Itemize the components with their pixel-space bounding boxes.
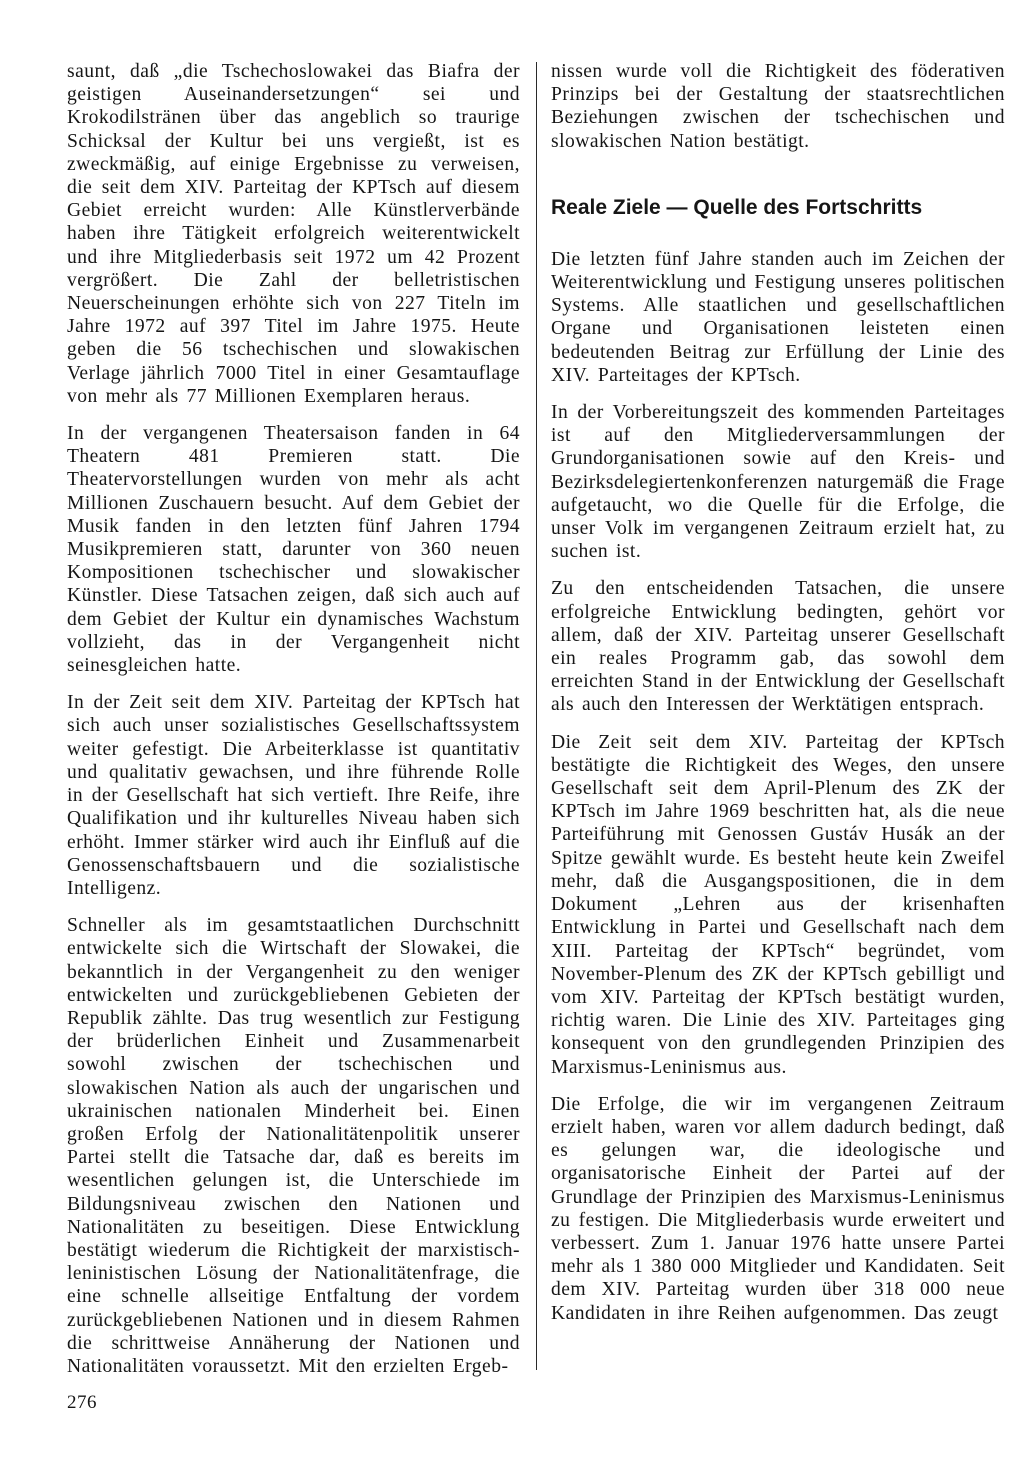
body-paragraph: Die Zeit seit dem XIV. Parteitag der KPTsch bestätigte die Richtigkeit des Weges, den unsere Gesellschaft seit dem April-Plenum des ZK der KPTsch im Jahre 1969 beschritten hat, als die neue Parteiführung mit Genossen Gustáv Husák an der Spitze gewählt wurde. Es besteht heute kein Zweifel mehr, daß die Ausgangspositionen, die in dem Dokument „Lehren aus der krisenhaften Entwicklung in Partei und Gesellschaft nach dem XIII. Parteitag der KPTsch“ begründet, vom November-Plenum des ZK der KPTsch gebilligt und vom XIV. Parteitag der KPTsch bestätigt wurden, richtig waren. Die Linie des XIV. Parteitages ging konsequent von den grundlegenden Prinzipien des Marxismus-Leninismus aus. bbox=[551, 731, 1005, 1078]
body-paragraph: Zu den entscheidenden Tatsachen, die unsere erfolgreiche Entwicklung bedingten, gehört vor allem, daß der XIV. Parteitag unserer Gesellschaft ein reales Programm gab, das sowohl dem erreichten Stand in der Entwicklung der Gesellschaft als auch den Interessen der Werktätigen entsprach. bbox=[551, 578, 1005, 716]
body-paragraph: Schneller als im gesamtstaatlichen Durchschnitt entwickelte sich die Wirtschaft der Slowakei, die bekanntlich in der Vergangenheit zu den weniger entwickelten und zurückgebliebenen Gebieten der Republik zählte. Das trug wesentlich zur Festigung der brüderlichen Einheit und Zusammenarbeit sowohl zwischen der tschechischen und slowakischen Nation als auch der ungarischen und ukrainischen nationalen Minderheit bei. Einen großen Erfolg der Nationalitätenpolitik unserer Partei stellt die Tatsache dar, daß es bereits im wesentlichen gelungen ist, die Unterschiede im Bildungsniveau zwischen den Nationen und Nationalitäten zu beseitigen. Diese Entwicklung bestätigt wiederum die Richtigkeit der marxistisch-leninistischen Lösung der Nationalitätenfrage, die eine schnelle allseitige Entfaltung der vordem zurückgebliebenen Nationen und in diesem Rahmen die schrittweise Annäherung der Nationen und Nationalitäten voraussetzt. Mit den erzielten Ergeb- bbox=[67, 915, 520, 1377]
left-column bbox=[67, 60, 520, 1392]
body-paragraph: Die letzten fünf Jahre standen auch im Zeichen der Weiterentwicklung und Festigung unseres politischen Systems. Alle staatlichen und gesellschaftlichen Organe und Organisationen leisteten einen bedeutenden Beitrag zur Erfüllung der Linie des XIV. Parteitages der KPTsch. bbox=[551, 248, 1005, 386]
body-paragraph: In der Zeit seit dem XIV. Parteitag der KPTsch hat sich auch unser sozialistisches Gesellschaftssystem weiter gefestigt. Die Arbeiterklasse ist quantitativ und qualitativ gewachsen, und ihre führende Rolle in der Gesellschaft hat sich vertieft. Ihre Reife, ihre Qualifikation und ihr kulturelles Niveau haben sich erhöht. Immer stärker wird auch ihr Einfluß auf die Genossenschaftsbauern und die sozialistische Intelligenz. bbox=[67, 692, 520, 899]
column-divider bbox=[536, 62, 537, 1370]
page-number: 276 bbox=[67, 1392, 97, 1413]
body-paragraph: In der vergangenen Theatersaison fanden in 64 Theatern 481 Premieren statt. Die Theatervorstellungen wurden von mehr als acht Millionen Zuschauern besucht. Auf dem Gebiet der Musik fanden in den letzten fünf Jahren 1794 Musikpremieren statt, darunter von 360 neuen Kompositionen tschechischer und slowakischer Künstler. Diese Tatsachen zeigen, daß sich auch auf dem Gebiet der Kultur ein dynamisches Wachstum vollzieht, das in der Vergangenheit nicht seinesgleichen hatte. bbox=[67, 423, 520, 677]
body-paragraph: Die Erfolge, die wir im vergangenen Zeitraum erzielt haben, waren vor allem dadurch bedingt, daß es gelungen war, die ideologische und organisatorische Einheit der Partei auf der Grundlage der Prinzipien des Marxismus-Leninismus zu festigen. Die Mitgliederbasis wurde erweitert und verbessert. Zum 1. Januar 1976 hatte unsere Partei mehr als 1 380 000 Mitglieder und Kandidaten. Seit dem XIV. Parteitag wurden über 318 000 neue Kandidaten in ihre Reihen aufgenommen. Das zeugt bbox=[551, 1093, 1005, 1324]
section-heading: Reale Ziele — Quelle des Fortschritts bbox=[551, 195, 923, 219]
body-paragraph: nissen wurde voll die Richtigkeit des föderativen Prinzips bei der Gestaltung der staatsrechtlichen Beziehungen zwischen der tschechischen und slowakischen Nation bestätigt. bbox=[551, 61, 1005, 152]
body-paragraph: saunt, daß „die Tschechoslowakei das Biafra der geistigen Auseinandersetzungen“ sei und Krokodilstränen über das angeblich so traurige Schicksal der Kultur bei uns vergießt, ist es zweckmäßig, auf einige Ergebnisse zu verweisen, die seit dem XIV. Parteitag der KPTsch auf diesem Gebiet erreicht wurden: Alle Künstlerverbände haben ihre Tätigkeit erfolgreich weiterentwickelt und ihre Mitgliederbasis seit 1972 um 42 Prozent vergrößert. Die Zahl der belletristischen Neuerscheinungen erhöhte sich von 227 Titeln im Jahre 1972 auf 397 Titel im Jahre 1975. Heute geben die 56 tschechischen und slowakischen Verlage jährlich 7000 Titel in einer Gesamtauflage von mehr als 77 Millionen Exemplaren heraus. bbox=[67, 61, 520, 407]
body-paragraph: In der Vorbereitungszeit des kommenden Parteitages ist auf den Mitgliederversammlungen der Grundorganisationen sowie auf den Kreis- und Bezirksdelegiertenkonferenzen naturgemäß die Frage aufgetaucht, wo die Quelle für die Erfolge, die unser Volk im vergangenen Zeitraum erzielt hat, zu suchen ist. bbox=[551, 402, 1005, 563]
right-column bbox=[551, 60, 1005, 1339]
